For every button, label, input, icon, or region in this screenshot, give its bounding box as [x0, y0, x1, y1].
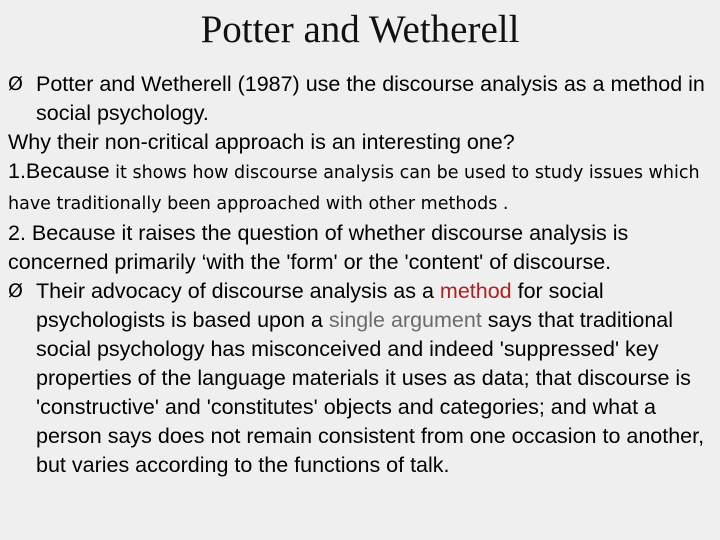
arrow-bullet-icon: Ø — [8, 280, 23, 302]
reason-1-text: it shows how discourse analysis can be used to study issues which have traditionally been approached with other methods . — [8, 163, 700, 214]
bullet-point-1 — [8, 70, 714, 128]
reason-2: 2. Because it raises the question of whether discourse analysis is concerned primarily ‘with the 'form' or the 'content' of discourse. — [8, 221, 629, 274]
bullet-text-part1: Their advocacy of discourse analysis as a — [36, 279, 440, 303]
reason-1-lead: 1.Because — [8, 159, 110, 183]
slide-body — [8, 70, 714, 480]
reason-1 — [8, 157, 714, 219]
slide-title: Potter and Wetherell — [200, 8, 520, 51]
arrow-bullet-icon: Ø — [8, 73, 23, 95]
bullet-text-part2: for social psychologists is based upon a — [36, 279, 604, 332]
bullet-text: Potter and Wetherell (1987) use the discourse analysis as a method in social psychology. — [36, 72, 705, 125]
highlight-single-argument: single argument — [328, 308, 482, 332]
question-line: Why their non-critical approach is an interesting one? — [8, 130, 515, 154]
bullet-text-part3: says that traditional social psychology has misconceived and indeed 'suppressed' key properties of the language materials it uses as data; that discourse is 'constructive' and 'constitutes' objects and categories; and what a person says does not remain consistent from one occasion to another, but varies according to the functions of talk. — [36, 308, 705, 477]
highlight-method: method — [439, 279, 512, 303]
bullet-point-2 — [8, 277, 714, 480]
